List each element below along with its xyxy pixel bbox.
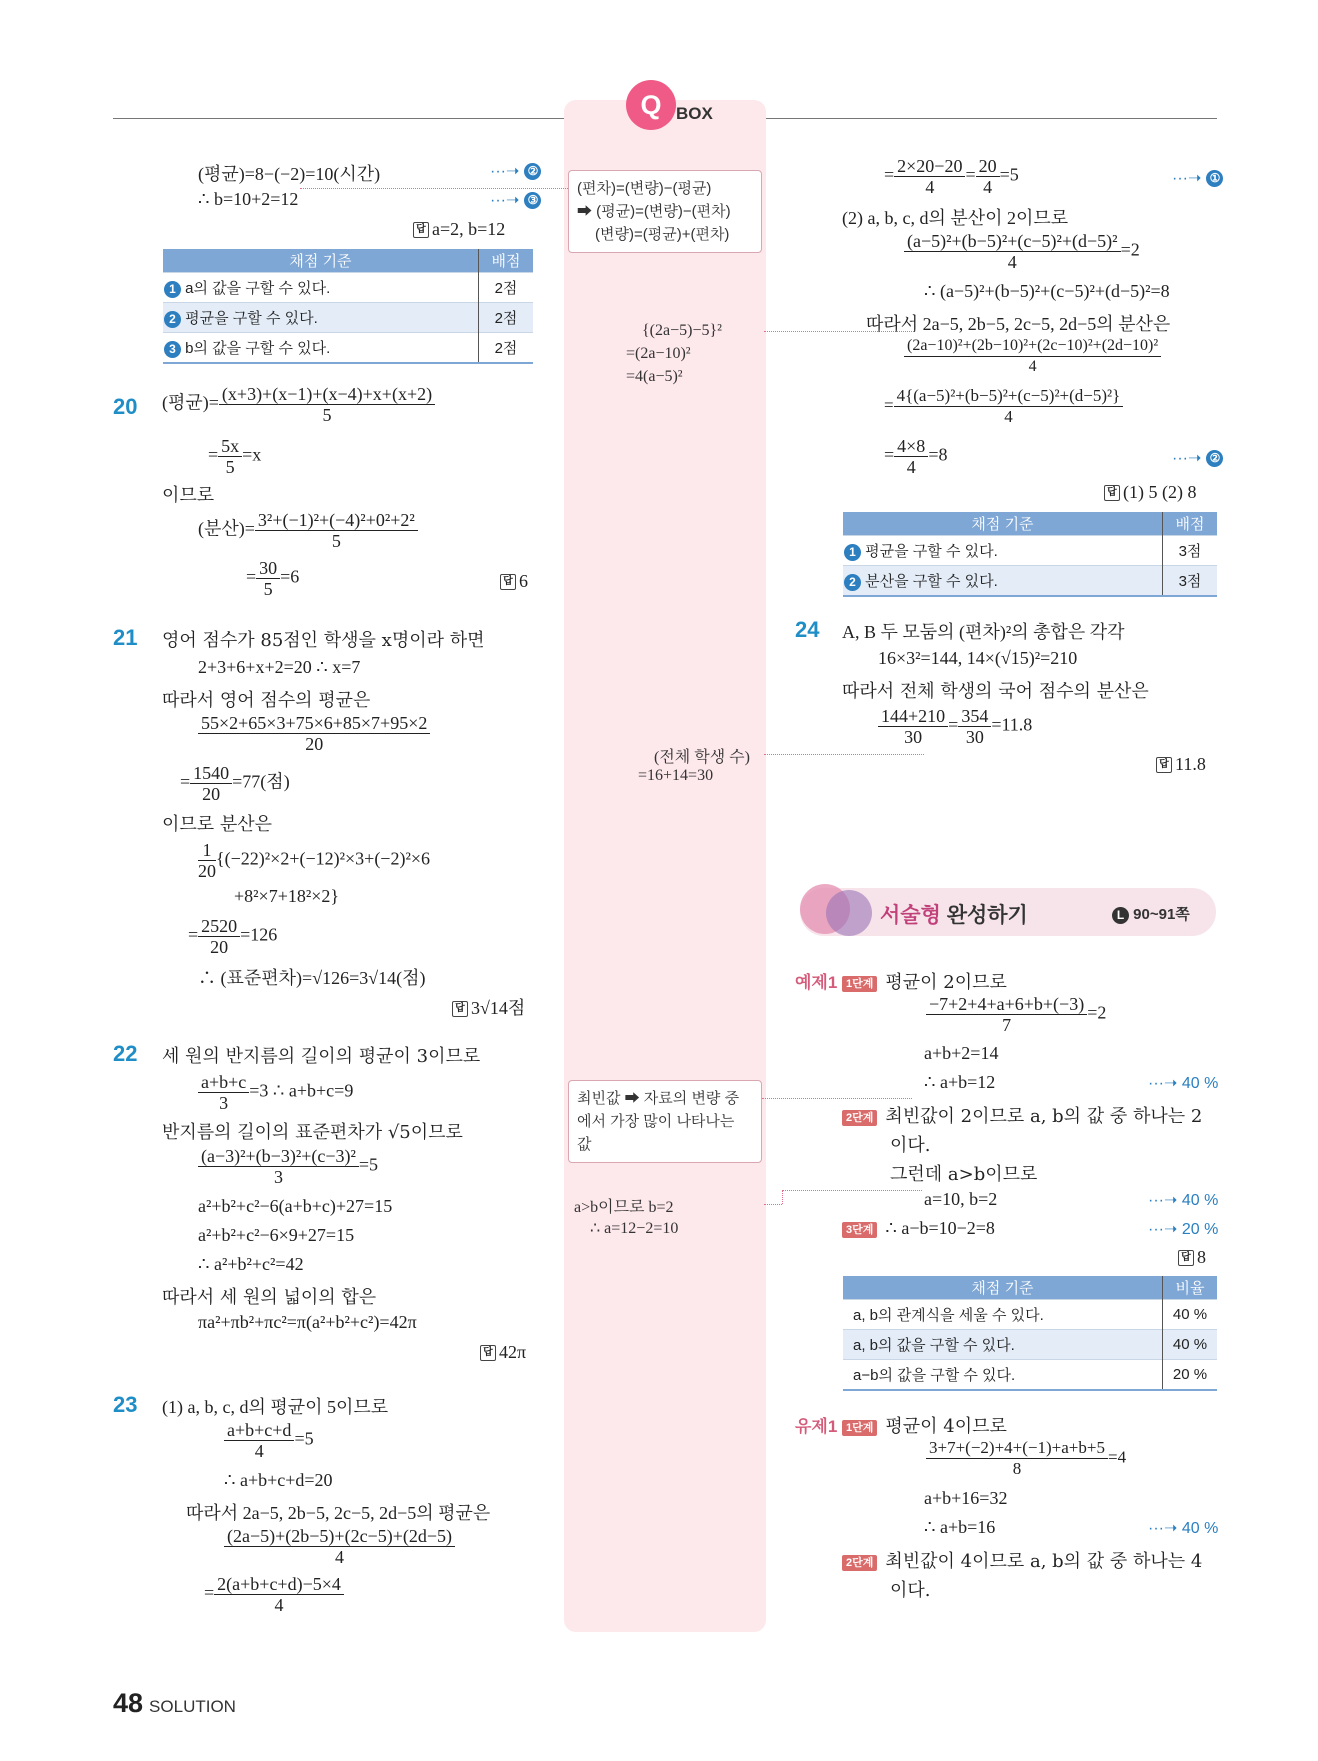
leader-line-1 bbox=[300, 188, 568, 189]
p23-right-line4: ∴ (a−5)²+(b−5)²+(c−5)²+(d−5)²=8 bbox=[924, 281, 1170, 301]
p23-right-variance2: $\frac{\text{(2a−10)²+(2b−10)²+(2c−10)²+(2d−10)²}}{4}$ bbox=[904, 336, 1161, 377]
p23-mean: $\frac{a+b+c+d}{4}$ =5 bbox=[224, 1420, 314, 1461]
p24-line3: 따라서 전체 학생의 국어 점수의 분산은 bbox=[842, 681, 1149, 702]
ex1-step2: 2단계 최빈값이 2이므로 a, b의 값 중 하나는 2 bbox=[842, 1102, 1202, 1128]
p23-right-line5: 따라서 2a−5, 2b−5, 2c−5, 2d−5의 분산은 bbox=[866, 314, 1171, 334]
scoring-table-3: 채점 기준 비율 a, b의 관계식을 세울 수 있다. 40 % a, b의 값을 구할 수 있다. 40 % a−b의 값을 구할 수 있다. 20 % bbox=[843, 1276, 1217, 1391]
p23-right-line1: = $\frac{2\times 20-20}{4}$ = $\frac{20}{4}$ =5 bbox=[884, 156, 1019, 197]
p23-line4: 따라서 2a−5, 2b−5, 2c−5, 2d−5의 평균은 bbox=[186, 1503, 491, 1523]
p23-line3: ∴ a+b+c+d=20 bbox=[224, 1470, 333, 1490]
answer-24: 답 11.8 bbox=[1156, 754, 1206, 775]
p22-line3: 반지름의 길이의 표준편차가 √5이므로 bbox=[162, 1122, 463, 1143]
yu1-step1: 1단계 평균이 4이므로 bbox=[842, 1412, 1007, 1438]
p21-line6: 이므로 분산은 bbox=[162, 814, 273, 835]
yu1-percent-1: ···➝ 40 % bbox=[1148, 1520, 1219, 1537]
p21-mean-result: = $\frac{1540}{20}$ =77(점) bbox=[180, 763, 290, 804]
p21-variance-cont: +8²×7+18²×2} bbox=[234, 886, 340, 906]
example-label: 예제1 bbox=[795, 973, 838, 992]
p21-line1: 영어 점수가 85점인 학생을 x명이라 하면 bbox=[162, 630, 485, 651]
qbox-side-1c: =4(a−5)² bbox=[626, 368, 683, 385]
answer-23: 답 (1) 5 (2) 8 bbox=[1104, 482, 1196, 503]
p21-variance: $\frac{1}{20}$ {(−22)²×2+(−12)²×3+(−2)²×6 bbox=[198, 840, 431, 881]
p21-stddev: ∴ (표준편차)=√126=3√14(점) bbox=[198, 968, 426, 988]
ex1-step3: 3단계 ∴ a−b=10−2=8 bbox=[842, 1218, 995, 1239]
p22-line5: a²+b²+c²−6(a+b+c)+27=15 bbox=[198, 1196, 393, 1216]
leader-line-4 bbox=[762, 1098, 912, 1099]
p24-line2: 16×3²=144, 14×(√15)²=210 bbox=[878, 648, 1078, 668]
ex1-line3: a+b+2=14 bbox=[924, 1043, 999, 1063]
p23-mean2: $\frac{(2a-5)+(2b-5)+(2c-5)+(2d-5)}{4}$ bbox=[224, 1526, 455, 1567]
qbox-side-1a: {(2a−5)−5}² bbox=[642, 322, 722, 339]
p22-line8: 따라서 세 원의 넓이의 합은 bbox=[162, 1287, 377, 1308]
problem-number-24: 24 bbox=[795, 617, 820, 642]
p20-text: 이므로 bbox=[162, 485, 215, 506]
ex1-line7: 그런데 a>b이므로 bbox=[890, 1164, 1038, 1185]
page-reference: L 90~91쪽 bbox=[1112, 903, 1190, 924]
qbox-label: BOX bbox=[676, 104, 713, 123]
qbox-side-3b: ∴ a=12−2=10 bbox=[590, 1220, 679, 1237]
marker-3: ···➝ ③ bbox=[490, 190, 541, 210]
banner-decoration-2 bbox=[826, 890, 872, 936]
p23-right-result: = $\frac{4\times 8}{4}$ =8 bbox=[884, 436, 948, 477]
answer-19: 답 a=2, b=12 bbox=[413, 219, 505, 240]
p20-variance-result: = $\frac{30}{5}$ =6 bbox=[246, 558, 300, 599]
qbox-side-1b: =(2a−10)² bbox=[626, 345, 691, 362]
qbox-side-2b: =16+14=30 bbox=[638, 767, 714, 784]
qbox-note-deviation: (편차)=(변량)−(평균) ➡ (평균)=(변량)−(편차) (변량)=(평균)+(편차) bbox=[568, 170, 762, 253]
p23-mean2-result: = $\frac{2(a+b+c+d)-5\times 4}{4}$ bbox=[204, 1574, 344, 1615]
footer-label: SOLUTION bbox=[149, 1697, 236, 1716]
p20-mean-result: = $\frac{5x}{5}$ =x bbox=[208, 436, 262, 477]
answer-ex1: 답 8 bbox=[1178, 1247, 1206, 1268]
qbox-logo: Q bbox=[626, 80, 676, 130]
p21-mean-fraction: $\frac{55\times 2+65\times 3+75\times 6+85\times 7+95\times 2}{20}$ bbox=[198, 713, 430, 754]
p21-line3: 따라서 영어 점수의 평균은 bbox=[162, 690, 371, 711]
yu1-line4: ∴ a+b=16 bbox=[924, 1517, 996, 1537]
ex1-line4: ∴ a+b=12 bbox=[924, 1072, 996, 1092]
section-title: 서술형 완성하기 bbox=[880, 904, 1028, 927]
p22-line6: a²+b²+c²−6×9+27=15 bbox=[198, 1225, 355, 1245]
ex1-percent-1: ···➝ 40 % bbox=[1148, 1075, 1219, 1092]
qbox-note-mode: 최빈값 ➡ 자료의 변량 중 에서 가장 많이 나타나는 값 bbox=[568, 1080, 762, 1163]
p22-line9: πa²+πb²+πc²=π(a²+b²+c²)=42π bbox=[198, 1312, 417, 1332]
marker-2-right: ···➝ ② bbox=[1172, 448, 1223, 468]
problem-number-22: 22 bbox=[113, 1041, 138, 1066]
line-mean: (평균)=8−(−2)=10(시간) bbox=[198, 164, 381, 184]
problem-number-23: 23 bbox=[113, 1392, 138, 1417]
line-b: ∴ b=10+2=12 bbox=[198, 189, 299, 209]
p22-line7: ∴ a²+b²+c²=42 bbox=[198, 1254, 304, 1274]
p20-variance: (분산)= $\frac{\text{3²+(−1)²+(−4)²+0²+2²}}{5}$ bbox=[198, 510, 418, 551]
ex1-percent-3: ···➝ 20 % bbox=[1148, 1221, 1219, 1238]
ex1-line8: a=10, b=2 bbox=[924, 1189, 998, 1209]
yu1-step2: 2단계 최빈값이 4이므로 a, b의 값 중 하나는 4 bbox=[842, 1547, 1202, 1573]
ex1-line6: 이다. bbox=[890, 1135, 931, 1156]
scoring-table-2: 채점 기준 배점 1 평균을 구할 수 있다. 3점 2 분산을 구할 수 있다. 3점 bbox=[843, 512, 1217, 597]
p23-right-variance2b: = $\frac{\text{4\{(a−5)²+(b−5)²+(c−5)²+(d−5)²\}}}{4}$ bbox=[884, 386, 1123, 427]
problem-number-21: 21 bbox=[113, 625, 138, 650]
page-footer bbox=[113, 1688, 236, 1719]
leader-line-3 bbox=[764, 754, 924, 755]
yu1-line3: a+b+16=32 bbox=[924, 1488, 1008, 1508]
p21-variance-result: = $\frac{2520}{20}$ =126 bbox=[188, 916, 278, 957]
leader-line-5-top bbox=[782, 1190, 922, 1191]
answer-22: 답 42π bbox=[480, 1342, 526, 1363]
p22-line1: 세 원의 반지름의 길이의 평균이 3이므로 bbox=[162, 1046, 481, 1067]
leader-line-5-vertical bbox=[782, 1190, 783, 1204]
qbox-side-2a: (전체 학생 수) bbox=[654, 749, 750, 766]
yu1-line6: 이다. bbox=[890, 1580, 931, 1601]
page-number: 48 bbox=[113, 1688, 144, 1718]
scoring-table-1: 채점 기준 배점 1 a의 값을 구할 수 있다. 2점 2 평균을 구할 수 있다. 2점 3 b의 값을 구할 수 있다. 2점 bbox=[163, 249, 533, 364]
p20-mean: (평균)= $\frac{(x+3)+(x-1)+(x-4)+x+(x+2)}{5}$ bbox=[162, 384, 435, 425]
qbox-side-3a: a>b이므로 b=2 bbox=[574, 1199, 674, 1216]
p22-mean: $\frac{a+b+c}{3}$ =3 ∴ a+b+c=9 bbox=[198, 1072, 353, 1113]
p21-line2: 2+3+6+x+2=20 ∴ x=7 bbox=[198, 657, 361, 677]
answer-20: 답 6 bbox=[500, 571, 528, 592]
p23-right-line2: (2) a, b, c, d의 분산이 2이므로 bbox=[842, 208, 1069, 228]
p24-variance: $\frac{144+210}{30}$ = $\frac{354}{30}$ =11.8 bbox=[878, 706, 1032, 747]
marker-2: ···➝ ② bbox=[490, 161, 541, 181]
ex1-percent-2: ···➝ 40 % bbox=[1148, 1192, 1219, 1209]
ex1-mean: $\frac{-7+2+4+a+6+b+(-3)}{7}$ =2 bbox=[926, 994, 1106, 1035]
p22-stddev: $\frac{\text{(a−3)²+(b−3)²+(c−3)²}}{3}$ =5 bbox=[198, 1146, 378, 1187]
p23-line1: (1) a, b, c, d의 평균이 5이므로 bbox=[162, 1397, 389, 1417]
problem-number-20: 20 bbox=[113, 394, 138, 419]
marker-1: ···➝ ① bbox=[1172, 168, 1223, 188]
p24-line1: A, B 두 모둠의 (편차)²의 총합은 각각 bbox=[842, 622, 1125, 642]
practice-label: 유제1 bbox=[795, 1417, 838, 1436]
answer-21: 답 3√14점 bbox=[452, 994, 525, 1020]
ex1-step1: 1단계 평균이 2이므로 bbox=[842, 968, 1007, 994]
leader-line-5 bbox=[764, 1204, 782, 1205]
p23-right-variance: $\frac{\text{(a−5)²+(b−5)²+(c−5)²+(d−5)²}}{4}$ =2 bbox=[904, 231, 1140, 272]
yu1-mean: $\frac{3+7+(-2)+4+(-1)+a+b+5}{8}$ =4 bbox=[926, 1438, 1126, 1479]
